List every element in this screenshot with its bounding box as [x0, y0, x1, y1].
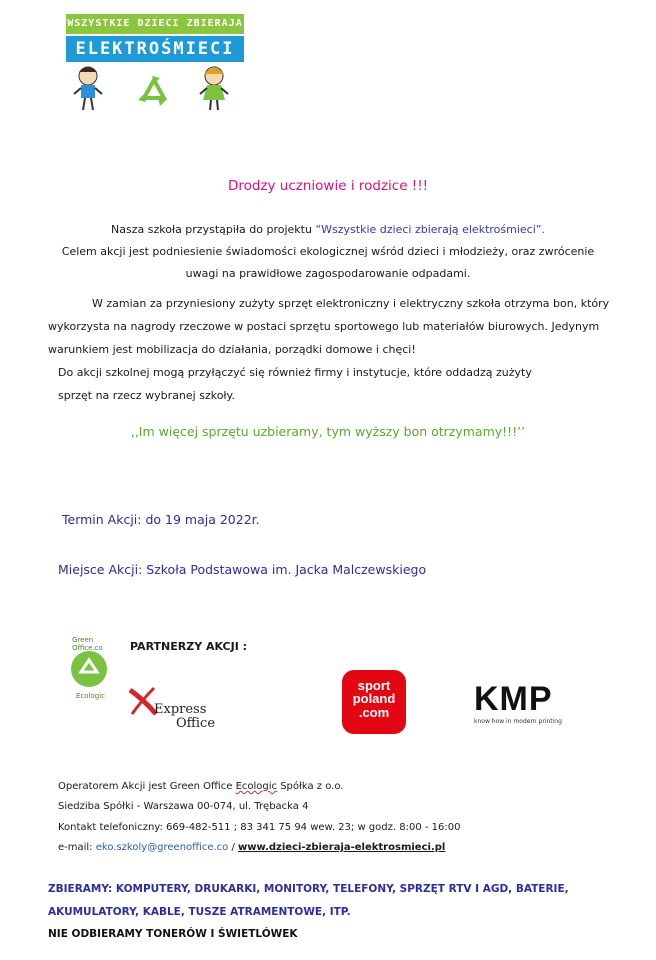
greeting-heading: Drodzy uczniowie i rodzice !!!	[227, 178, 429, 194]
intro-line-3: uwagi na prawidłowe zagospodarowanie odpadami.	[185, 267, 471, 280]
kontakt-line	[58, 822, 460, 833]
intro-prefix: Nasza szkoła przystąpiła do projektu	[111, 223, 316, 236]
siedziba-line: Siedziba Spółki - Warszawa 00-074, ul. Trębacka 4	[58, 801, 309, 812]
operator-line	[58, 781, 343, 792]
dotcom-text: .com	[358, 705, 390, 720]
operator-ecologic: Ecologic	[235, 781, 278, 792]
email-separator: /	[228, 842, 238, 853]
zbieramy-line-1: ZBIERAMY: KOMPUTERY, DRUKARKI, MONITORY, TELEFONY, SPRZĘT RTV I AGD, BATERIE,	[48, 883, 569, 895]
kontakt-value: 669-482-511 ; 83 341 75 94 wew. 23; w godz. 8:00 - 16:00	[166, 822, 461, 833]
email-label: e-mail:	[58, 842, 96, 853]
kmp-logo	[474, 682, 586, 726]
website-link[interactable]: www.dzieci-zbieraja-elektrosmieci.pl	[238, 842, 446, 853]
kmp-text: KMP	[474, 680, 553, 718]
express-text: Express	[154, 702, 207, 717]
logo-top-text: WSZYSTKIE DZIECI ZBIERAJA	[66, 14, 244, 34]
email-line	[58, 842, 445, 853]
express-office-logo	[128, 684, 224, 734]
logo-kids-recycle-icon	[66, 64, 244, 112]
intro-line-1	[0, 218, 656, 241]
operator-suffix: Spółka z o.o.	[277, 781, 344, 792]
body-line-5: sprzęt na rzecz wybranej szkoły.	[58, 389, 235, 402]
project-name: “Wszystkie dzieci zbierają elektrośmieci”.	[315, 223, 545, 236]
green-office-bottom-text: Ecologic	[76, 692, 106, 700]
slogan: ,,Im więcej sprzętu uzbieramy, tym wyższy bon otrzymamy!!!’’	[130, 424, 526, 439]
logo-main-text: ELEKTROŚMIECI	[66, 36, 244, 62]
sportpoland-logo	[342, 670, 406, 734]
operator-prefix: Operatorem Akcji jest Green Office	[58, 781, 236, 792]
miejsce-akcji: Miejsce Akcji: Szkoła Podstawowa im. Jacka Malczewskiego	[58, 562, 427, 577]
kontakt-label: Kontakt telefoniczny:	[58, 822, 167, 833]
termin-akcji: Termin Akcji: do 19 maja 2022r.	[62, 512, 260, 527]
body-line-1: W zamian za przyniesiony zużyty sprzęt elektroniczny i elektryczny szkoła otrzyma bon, który	[92, 297, 610, 310]
body-line-4: Do akcji szkolnej mogą przyłączyć się również firmy i instytucje, które oddadzą zużyty	[58, 366, 532, 379]
sport-text: sport	[357, 678, 391, 693]
partners-label: PARTNERZY AKCJI :	[130, 640, 248, 653]
green-office-logo	[56, 636, 122, 702]
project-logo	[66, 14, 244, 112]
poland-text: poland	[352, 691, 396, 706]
body-line-3: warunkiem jest mobilizacja do działania, porządki domowe i chęci!	[48, 343, 416, 356]
intro-line-2: Celem akcji jest podniesienie świadomości ekologicznej wśród dzieci i młodzieży, oraz zwrócenie	[61, 245, 595, 258]
body-line-2: wykorzysta na nagrody rzeczowe w postaci sprzętu sportowego lub materiałów biurowych. Jedynym	[48, 320, 600, 333]
email-link[interactable]: eko.szkoly@greenoffice.co	[95, 842, 229, 853]
kmp-tagline: know how in modern printing	[474, 718, 562, 725]
office-text: Office	[176, 716, 216, 731]
zbieramy-line-2: AKUMULATORY, KABLE, TUSZE ATRAMENTOWE, ITP.	[48, 906, 351, 918]
green-office-top-text: Green Office.co	[72, 636, 103, 652]
nie-odbieramy: NIE ODBIERAMY TONERÓW I ŚWIETLÓWEK	[48, 928, 298, 940]
